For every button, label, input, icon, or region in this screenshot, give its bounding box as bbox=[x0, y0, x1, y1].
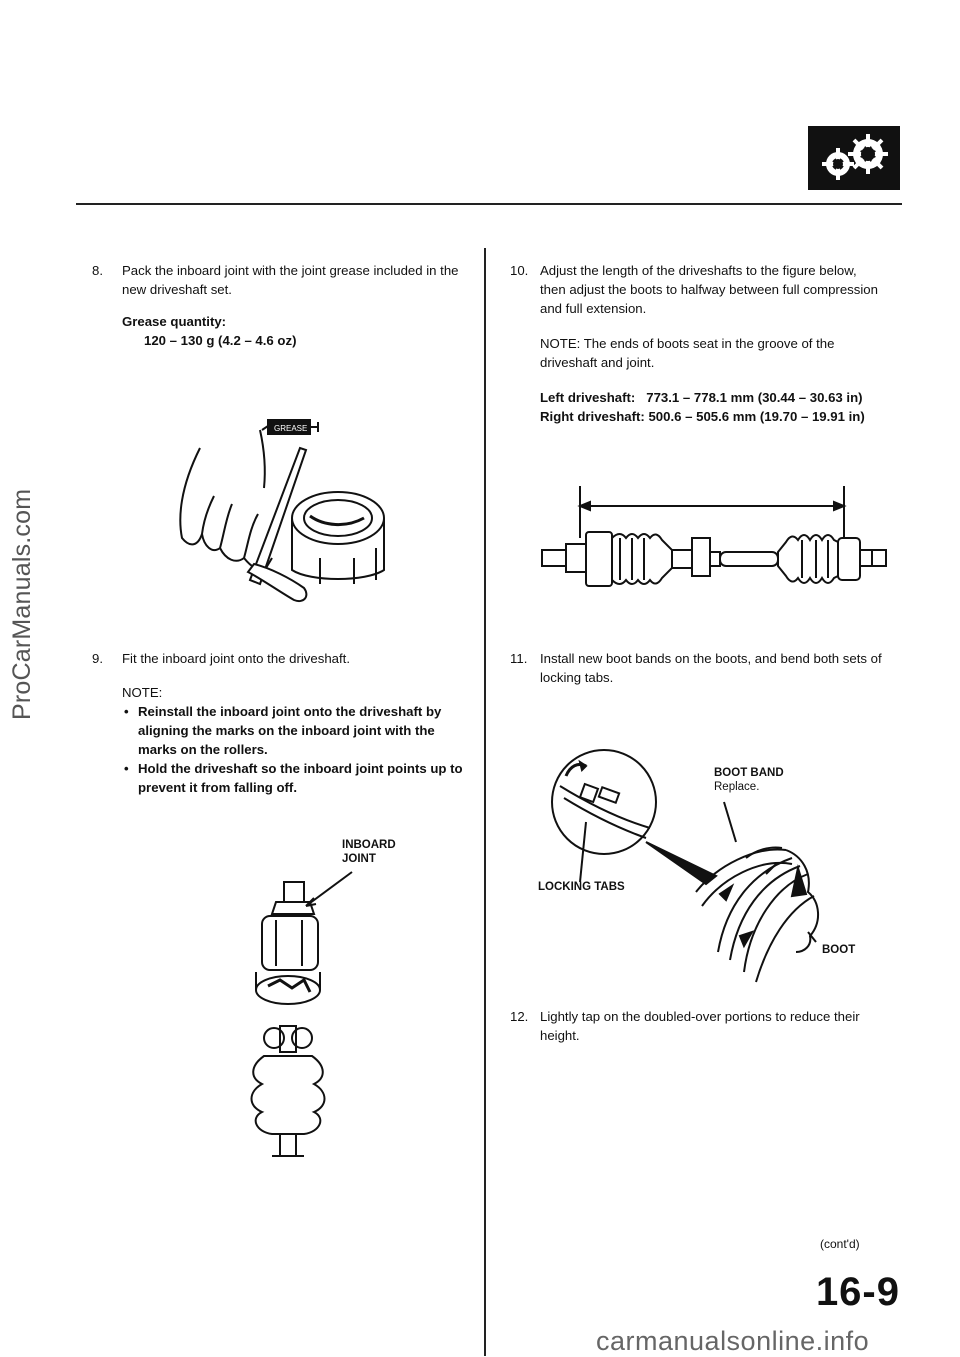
grease-packing-illustration bbox=[170, 408, 400, 608]
step-number: 10. bbox=[510, 263, 529, 278]
left-driveshaft-spec: Left driveshaft: 773.1 – 778.1 mm (30.44 – 30.63 in) bbox=[540, 390, 863, 405]
gears-icon bbox=[808, 126, 900, 190]
step-number: 9. bbox=[92, 651, 103, 666]
step-text: Adjust the length of the driveshafts to the figure below, then adjust the boots to halfway between full compression and full extension. bbox=[540, 263, 878, 316]
continued-note: (cont'd) bbox=[820, 1237, 860, 1251]
page-number: 16-9 bbox=[815, 1270, 900, 1314]
step-number: 11. bbox=[510, 651, 528, 666]
note-bullet-2: • Hold the driveshaft so the inboard joint points up to prevent it from falling off. bbox=[122, 759, 472, 797]
footer-watermark: carmanualsonline.info bbox=[596, 1326, 870, 1356]
note-bullet-1: • Reinstall the inboard joint onto the driveshaft by aligning the marks on the inboard joint with the marks on the rollers. bbox=[122, 702, 472, 759]
side-watermark: ProCarManuals.com bbox=[8, 488, 36, 720]
step-number: 12. bbox=[510, 1009, 529, 1024]
boot-label: BOOT bbox=[822, 944, 856, 956]
step-text: Lightly tap on the doubled-over portions to reduce their height. bbox=[540, 1009, 860, 1043]
grease-value: 120 – 130 g (4.2 – 4.6 oz) bbox=[144, 333, 297, 348]
note-label: NOTE: bbox=[122, 685, 163, 700]
step-text: Install new boot bands on the boots, and bend both sets of locking tabs. bbox=[540, 651, 882, 685]
grease-label: Grease quantity: bbox=[122, 314, 227, 329]
driveshaft-length-illustration bbox=[540, 482, 900, 612]
boot-band-illustration bbox=[546, 746, 846, 986]
inboard-joint-illustration bbox=[240, 860, 390, 1160]
boot-band-label: BOOT BAND Replace. bbox=[714, 767, 784, 793]
right-driveshaft-spec: Right driveshaft: 500.6 – 505.6 mm (19.70 – 19.91 in) bbox=[540, 409, 865, 424]
column-divider bbox=[484, 248, 486, 1356]
step-8 bbox=[92, 261, 472, 350]
step-12 bbox=[510, 1007, 882, 1045]
step-text: Pack the inboard joint with the joint grease included in the new driveshaft set. bbox=[122, 263, 459, 297]
step-text: Fit the inboard joint onto the driveshaft. bbox=[122, 651, 350, 666]
step-number: 8. bbox=[92, 263, 103, 278]
locking-tabs-label: LOCKING TABS bbox=[538, 881, 625, 893]
header-rule bbox=[76, 203, 902, 205]
step-11 bbox=[510, 649, 882, 687]
step-10 bbox=[510, 261, 882, 426]
inboard-joint-label: INBOARD JOINT bbox=[342, 839, 396, 865]
step-note: NOTE: The ends of boots seat in the groove of the driveshaft and joint. bbox=[540, 336, 835, 370]
step-9 bbox=[92, 649, 472, 797]
svg-text:GREASE: GREASE bbox=[274, 424, 308, 433]
